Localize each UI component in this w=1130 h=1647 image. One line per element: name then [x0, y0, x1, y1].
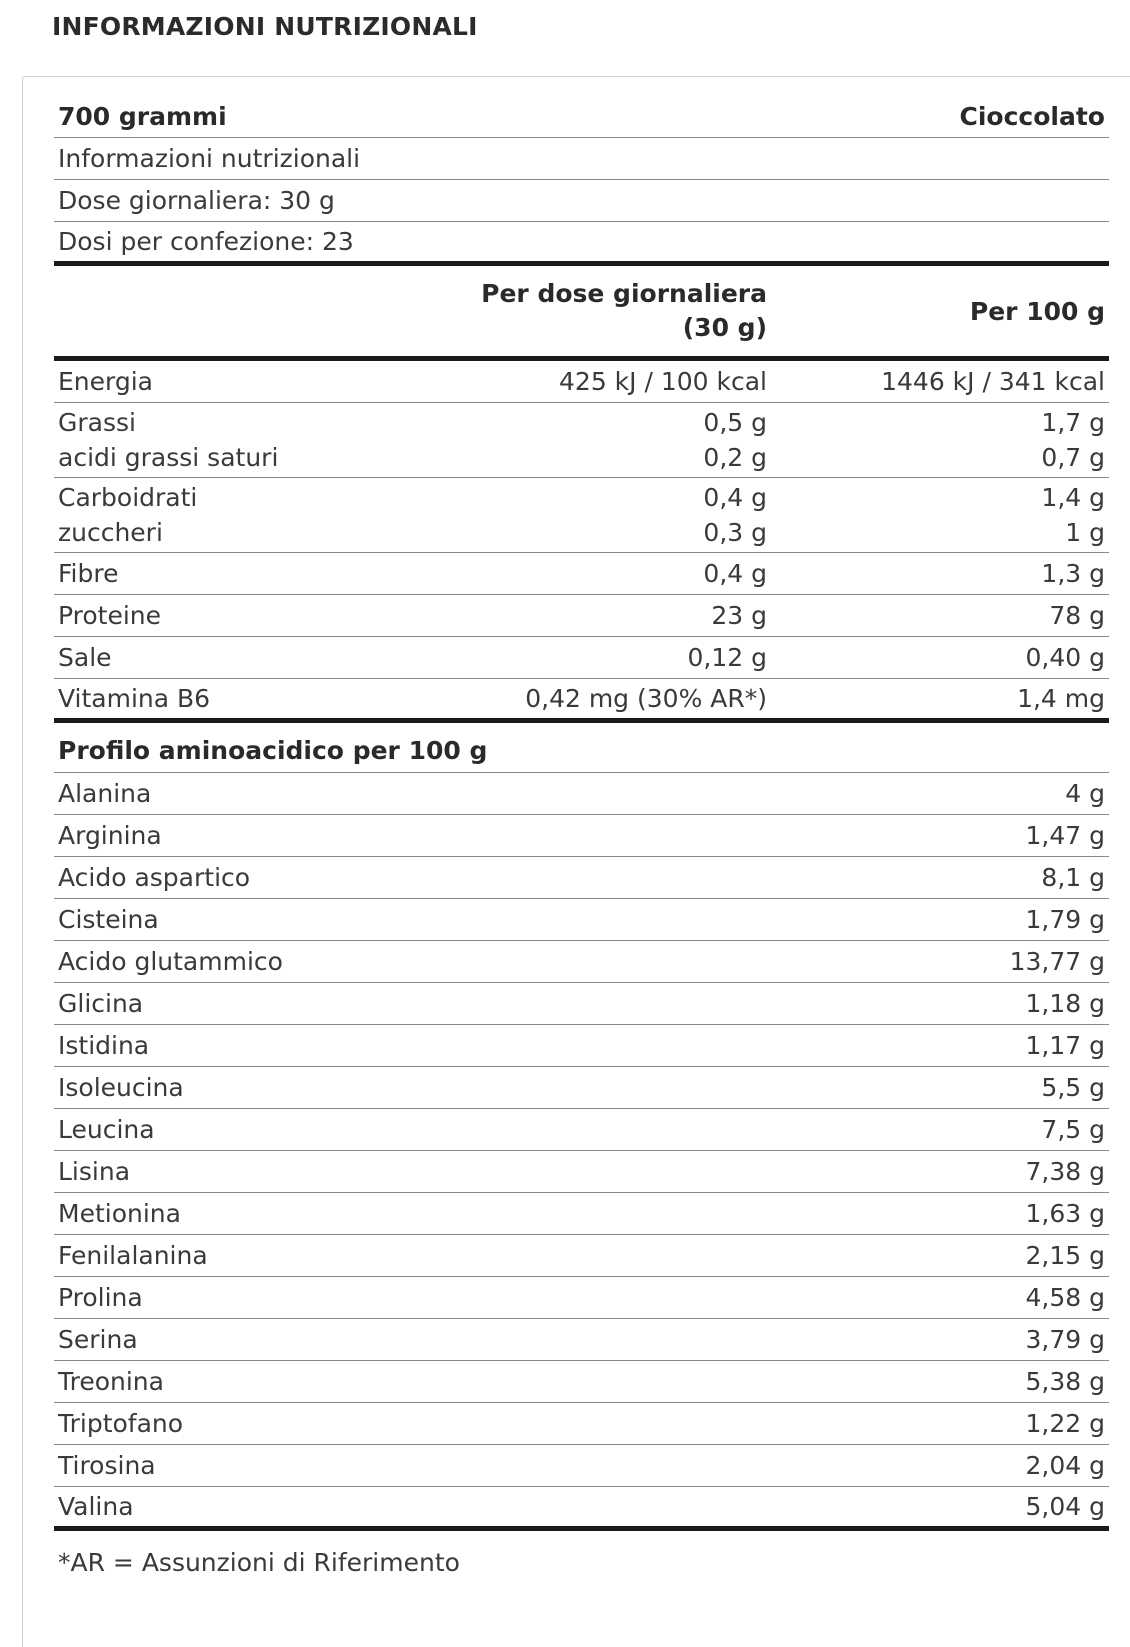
nutrient-name: [54, 559, 431, 588]
amino-value: 1,22 g: [1025, 1409, 1105, 1438]
size-flavor-row: [54, 96, 1109, 138]
nutrient-row: [54, 478, 1109, 553]
amino-row: [54, 1487, 1109, 1531]
nutrient-per-100g: [771, 559, 1109, 588]
amino-name: Glicina: [58, 989, 144, 1018]
amino-name: Treonina: [58, 1367, 164, 1396]
nutrient-per-100g-main: 1446 kJ / 341 kcal: [881, 367, 1105, 396]
info-label: Informazioni nutrizionali: [58, 144, 361, 173]
amino-value: 5,04 g: [1025, 1492, 1105, 1521]
amino-value: 5,5 g: [1041, 1073, 1105, 1102]
amino-row: [54, 815, 1109, 857]
amino-value: 5,38 g: [1025, 1367, 1105, 1396]
amino-name: Valina: [58, 1492, 134, 1521]
amino-name: Serina: [58, 1325, 138, 1354]
amino-value: 4 g: [1065, 779, 1105, 808]
nutrient-per-100g-main: 0,40 g: [1025, 643, 1105, 672]
daily-dose: Dose giornaliera: 30 g: [58, 186, 335, 215]
amino-value: 1,18 g: [1025, 989, 1105, 1018]
daily-dose-row: [54, 180, 1109, 222]
amino-value: 3,79 g: [1025, 1325, 1105, 1354]
nutrient-name: [54, 405, 431, 475]
nutrient-name: [54, 643, 431, 672]
nutrient-per-dose: [431, 367, 771, 396]
column-header-row: [54, 266, 1109, 361]
nutrient-name-sub: acidi grassi saturi: [58, 443, 279, 472]
amino-name: Lisina: [58, 1157, 131, 1186]
nutrient-per-dose-main: 0,4 g: [703, 483, 767, 512]
amino-value: 1,17 g: [1025, 1031, 1105, 1060]
nutrient-per-100g-main: 1,7 g: [1041, 408, 1105, 437]
amino-value: 1,47 g: [1025, 821, 1105, 850]
nutrient-per-dose: [431, 684, 771, 713]
nutrient-name-sub: zuccheri: [58, 518, 163, 547]
nutrient-per-dose-main: 0,42 mg (30% AR*): [525, 684, 767, 713]
nutrition-table: [54, 96, 1109, 1577]
footnote: *AR = Assunzioni di Riferimento: [58, 1548, 460, 1577]
amino-value: 4,58 g: [1025, 1283, 1105, 1312]
nutrient-row: [54, 637, 1109, 679]
amino-row: [54, 1445, 1109, 1487]
amino-row: [54, 1319, 1109, 1361]
amino-name: Triptofano: [58, 1409, 184, 1438]
nutrient-per-dose-sub: 0,3 g: [703, 518, 767, 547]
amino-row: [54, 899, 1109, 941]
amino-name: Alanina: [58, 779, 152, 808]
amino-row: [54, 773, 1109, 815]
amino-row: [54, 1151, 1109, 1193]
flavor: Cioccolato: [959, 102, 1105, 131]
amino-name: Acido glutammico: [58, 947, 283, 976]
nutrient-name-main: Vitamina B6: [58, 684, 211, 713]
info-label-row: [54, 138, 1109, 180]
nutrient-name-main: Grassi: [58, 408, 136, 437]
nutrient-name-main: Proteine: [58, 601, 162, 630]
per-dose-line1: Per dose giornaliera: [481, 279, 767, 308]
amino-name: Prolina: [58, 1283, 143, 1312]
amino-row: [54, 1277, 1109, 1319]
nutrient-row: [54, 595, 1109, 637]
nutrient-per-100g: [771, 643, 1109, 672]
amino-row: [54, 983, 1109, 1025]
amino-value: 2,15 g: [1025, 1241, 1105, 1270]
amino-value: 1,63 g: [1025, 1199, 1105, 1228]
nutrient-per-dose-main: 0,4 g: [703, 559, 767, 588]
nutrient-name-main: Energia: [58, 367, 153, 396]
nutrient-per-100g-sub: 0,7 g: [1041, 443, 1105, 472]
amino-title: Profilo aminoacidico per 100 g: [58, 736, 488, 765]
nutrient-per-dose-sub: 0,2 g: [703, 443, 767, 472]
nutrient-per-100g-main: 1,3 g: [1041, 559, 1105, 588]
amino-row: [54, 1361, 1109, 1403]
amino-row: [54, 1109, 1109, 1151]
nutrient-per-100g: [771, 405, 1109, 475]
amino-row: [54, 1193, 1109, 1235]
nutrient-per-100g-sub: 1 g: [1065, 518, 1105, 547]
nutrient-per-100g: [771, 684, 1109, 713]
doses-per-pack: Dosi per confezione: 23: [58, 227, 354, 256]
nutrient-per-dose-main: 0,5 g: [703, 408, 767, 437]
nutrient-name: [54, 601, 431, 630]
amino-value: 2,04 g: [1025, 1451, 1105, 1480]
amino-row: [54, 857, 1109, 899]
nutrient-per-100g: [771, 367, 1109, 396]
amino-value: 13,77 g: [1009, 947, 1105, 976]
amino-name: Cisteina: [58, 905, 159, 934]
amino-value: 7,38 g: [1025, 1157, 1105, 1186]
amino-row: [54, 1403, 1109, 1445]
nutrient-name: [54, 367, 431, 396]
nutrient-per-dose-main: 23 g: [711, 601, 767, 630]
nutrient-per-dose: [431, 643, 771, 672]
nutrient-name: [54, 480, 431, 550]
amino-list: [54, 773, 1109, 1531]
nutrients-list: [54, 361, 1109, 723]
amino-name: Metionina: [58, 1199, 181, 1228]
amino-name: Isoleucina: [58, 1073, 184, 1102]
nutrient-name: [54, 684, 431, 713]
nutrient-per-100g: [771, 480, 1109, 550]
nutrient-per-dose: [431, 559, 771, 588]
amino-name: Tirosina: [58, 1451, 156, 1480]
amino-name: Leucina: [58, 1115, 155, 1144]
doses-per-pack-row: [54, 222, 1109, 266]
nutrient-per-dose: [431, 405, 771, 475]
package-size: 700 grammi: [58, 102, 227, 131]
amino-value: 7,5 g: [1041, 1115, 1105, 1144]
amino-name: Arginina: [58, 821, 162, 850]
amino-title-row: [54, 723, 1109, 773]
nutrient-per-100g: [771, 601, 1109, 630]
amino-value: 1,79 g: [1025, 905, 1105, 934]
nutrient-per-100g-main: 78 g: [1049, 601, 1105, 630]
amino-name: Istidina: [58, 1031, 150, 1060]
column-header-per-dose: [431, 277, 771, 345]
nutrient-per-100g-main: 1,4 g: [1041, 483, 1105, 512]
nutrient-name-main: Carboidrati: [58, 483, 198, 512]
amino-name: Fenilalanina: [58, 1241, 208, 1270]
nutrient-per-100g-main: 1,4 mg: [1017, 684, 1105, 713]
nutrient-per-dose-main: 425 kJ / 100 kcal: [559, 367, 767, 396]
section-title: INFORMAZIONI NUTRIZIONALI: [52, 12, 478, 41]
nutrient-per-dose-main: 0,12 g: [687, 643, 767, 672]
column-header-per-100g: Per 100 g: [969, 296, 1105, 326]
amino-value: 8,1 g: [1041, 863, 1105, 892]
nutrient-name-main: Sale: [58, 643, 112, 672]
nutrient-row: [54, 679, 1109, 723]
nutrient-per-dose: [431, 480, 771, 550]
amino-name: Acido aspartico: [58, 863, 251, 892]
amino-row: [54, 941, 1109, 983]
amino-row: [54, 1067, 1109, 1109]
nutrient-row: [54, 553, 1109, 595]
amino-row: [54, 1235, 1109, 1277]
nutrient-name-main: Fibre: [58, 559, 119, 588]
nutrient-row: [54, 361, 1109, 403]
nutrient-per-dose: [431, 601, 771, 630]
amino-row: [54, 1025, 1109, 1067]
nutrient-row: [54, 403, 1109, 478]
per-dose-line2: (30 g): [682, 313, 767, 342]
